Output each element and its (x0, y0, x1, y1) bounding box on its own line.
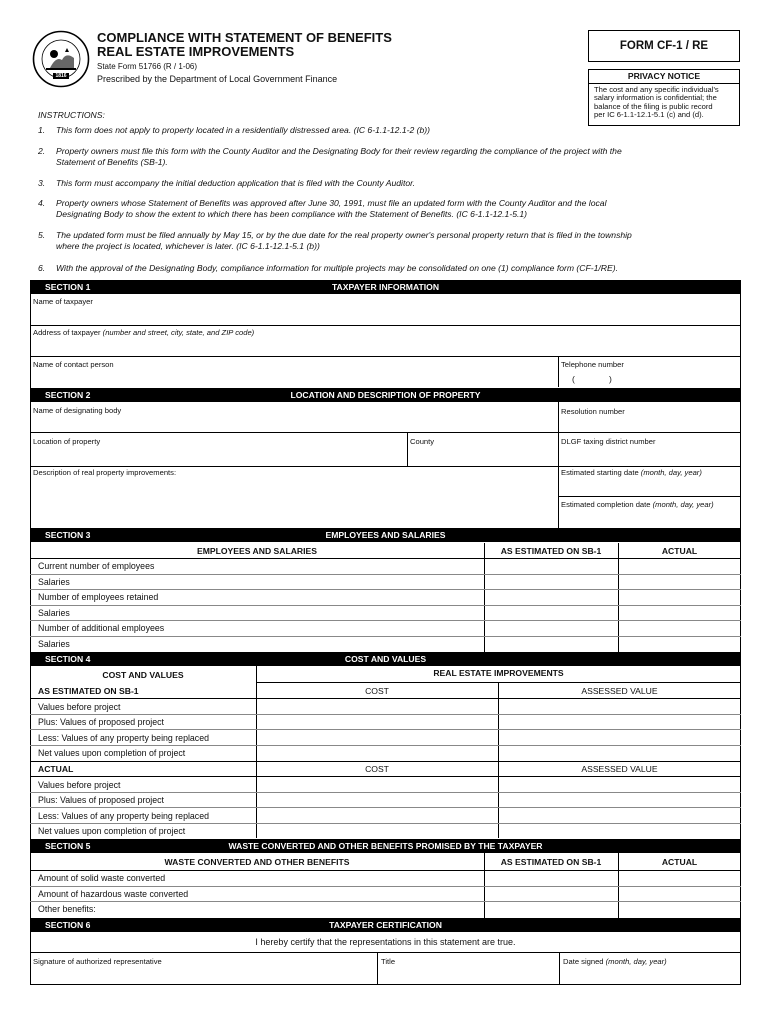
waste-estimated-col-header: AS ESTIMATED ON SB-1 (500, 857, 602, 867)
name-of-taxpayer-field[interactable] (31, 296, 740, 325)
employees-row-label: Salaries (38, 608, 70, 618)
start-date-hint: (month, day, year) (640, 468, 702, 477)
address-hint: (number and street, city, state, and ZIP code) (102, 328, 255, 337)
employees-col-header: EMPLOYEES AND SALARIES (196, 546, 317, 556)
section-4-bar (30, 652, 741, 666)
section-label: SECTION 4 (45, 654, 91, 664)
section-2-bar (30, 388, 741, 402)
instruction-text-cont: Designating Body to show the extent to which there has been compliance with the Statement of Benefits. (IC 6-1.1-12.1-5.1) (56, 208, 528, 219)
county-label: County (410, 437, 435, 446)
privacy-notice-box (588, 69, 740, 126)
start-date-text: Estimated starting date (561, 468, 639, 477)
actual-row-label: Less: Values of any property being replaced (38, 811, 209, 821)
privacy-line-2: salary information is confidential; the (594, 93, 717, 103)
instruction-item (38, 230, 758, 254)
description-field[interactable] (31, 467, 558, 527)
contact-person-field[interactable] (31, 357, 558, 386)
section-title: TAXPAYER INFORMATION (331, 282, 440, 292)
completion-date-text: Estimated completion date (561, 500, 651, 509)
instruction-text: The updated form must be filed annually by May 15, or by the due date for the real property owner's personal property return that is filed in the township (56, 230, 632, 240)
privacy-notice-title: PRIVACY NOTICE (589, 70, 739, 84)
address-label-text: Address of taxpayer (33, 328, 101, 337)
section-3-bar (30, 528, 741, 542)
description-label: Description of real property improvements: (33, 468, 177, 477)
title-label: Title (381, 957, 396, 966)
section-label: SECTION 5 (45, 841, 91, 851)
signature-label: Signature of authorized representative (33, 957, 162, 966)
waste-row-label: Amount of solid waste converted (38, 873, 166, 883)
section-label: SECTION 1 (45, 282, 91, 292)
instruction-item (38, 146, 758, 170)
section-title: COST AND VALUES (344, 654, 427, 664)
completion-date-field[interactable] (559, 497, 740, 527)
telephone-field[interactable] (559, 357, 740, 386)
cost-values-col-header: COST AND VALUES (102, 670, 184, 680)
instruction-item (38, 125, 758, 137)
section-title: TAXPAYER CERTIFICATION (329, 920, 442, 930)
name-of-taxpayer-label: Name of taxpayer (33, 297, 93, 306)
instruction-number: 4. (38, 198, 46, 208)
instruction-text: This form does not apply to property located in a residentially distressed area. (IC 6-1.1-12.1-2 (b)) (56, 125, 431, 135)
section-title: WASTE CONVERTED AND OTHER BENEFITS PROMISED BY THE TAXPAYER (228, 841, 543, 851)
certification-statement: I hereby certify that the representations in this statement are true. (255, 937, 516, 947)
form-title-line2: REAL ESTATE IMPROVEMENTS (97, 44, 295, 59)
employees-row-label: Salaries (38, 639, 70, 649)
dlgf-district-field[interactable] (559, 433, 740, 465)
instruction-text: With the approval of the Designating Body, compliance information for multiple projects may be consolidated on one (1) compliance form (CF-1/RE). (56, 263, 618, 273)
estimated-row-label: Plus: Values of proposed project (38, 717, 164, 727)
assessed-value-header-actual: ASSESSED VALUE (581, 764, 658, 774)
privacy-line-4: per IC 6-1.1-12.1-5.1 (c) and (d). (594, 110, 704, 120)
estimated-row-label: Less: Values of any property being replaced (38, 733, 209, 743)
county-field[interactable] (408, 433, 558, 465)
form-id: FORM CF-1 / RE (619, 40, 709, 52)
section-label: SECTION 2 (45, 390, 91, 400)
form-title-line1: COMPLIANCE WITH STATEMENT OF BENEFITS (97, 30, 392, 45)
dlgf-district-label: DLGF taxing district number (561, 437, 656, 446)
contact-person-label: Name of contact person (33, 360, 114, 369)
telephone-label: Telephone number (561, 360, 624, 369)
waste-actual-col-header: ACTUAL (661, 857, 698, 867)
privacy-line-3: balance of the filing is public record (594, 101, 713, 111)
actual-row-label: Net values upon completion of project (38, 826, 186, 836)
section-label: SECTION 3 (45, 530, 91, 540)
employees-row-label: Number of additional employees (38, 623, 165, 633)
section-5-bar (30, 839, 741, 853)
start-date-field[interactable] (559, 467, 740, 495)
seal-year: 1816 (55, 73, 67, 79)
instruction-item (38, 178, 758, 190)
actual-row-label: Plus: Values of proposed project (38, 795, 164, 805)
actual-col-header: ACTUAL (661, 546, 698, 556)
instruction-number: 2. (38, 146, 46, 156)
location-of-property-field[interactable] (31, 433, 407, 465)
section-label: SECTION 6 (45, 920, 91, 930)
instruction-number: 5. (38, 230, 46, 240)
section-1-bar (30, 280, 741, 294)
assessed-value-header: ASSESSED VALUE (581, 686, 658, 696)
estimated-label: AS ESTIMATED ON SB-1 (38, 686, 139, 696)
state-form-number: State Form 51766 (R / 1-06) (97, 62, 198, 71)
instruction-number: 6. (38, 263, 46, 273)
telephone-open-paren: ( (572, 374, 575, 384)
privacy-line-1: The cost and any specific individual's (594, 85, 719, 94)
actual-label: ACTUAL (38, 764, 74, 774)
instruction-item (38, 198, 758, 222)
employees-row-label: Number of employees retained (38, 592, 159, 602)
estimated-row-label: Net values upon completion of project (38, 748, 186, 758)
signature-field[interactable] (31, 953, 377, 984)
cost-header-actual: COST (365, 764, 389, 774)
date-signed-hint: (month, day, year) (605, 957, 667, 966)
section-title: EMPLOYEES AND SALARIES (325, 530, 446, 540)
telephone-close-paren: ) (609, 374, 612, 384)
date-signed-text: Date signed (563, 957, 604, 966)
real-estate-improvements-header: REAL ESTATE IMPROVEMENTS (433, 668, 564, 678)
estimated-row-label: Values before project (38, 702, 121, 712)
resolution-number-field[interactable] (559, 403, 740, 431)
instruction-text: Property owners must file this form with the County Auditor and the Designating Body for their review regarding the compliance of the project with the (56, 146, 622, 156)
form-id-box (588, 30, 740, 62)
completion-date-hint: (month, day, year) (652, 500, 714, 509)
location-of-property-label: Location of property (33, 437, 101, 446)
waste-row-label: Amount of hazardous waste converted (38, 889, 189, 899)
instruction-text: Property owners whose Statement of Benefits was approved after June 30, 1991, must file an updated form with the County Auditor and the local (56, 198, 607, 208)
section-6-bar (30, 918, 741, 932)
instruction-text-cont: Statement of Benefits (SB-1). (56, 156, 168, 167)
waste-col-header: WASTE CONVERTED AND OTHER BENEFITS (164, 857, 350, 867)
prescribed-by: Prescribed by the Department of Local Government Finance (97, 74, 338, 84)
address-field[interactable] (31, 326, 740, 355)
estimated-col-header: AS ESTIMATED ON SB-1 (500, 546, 602, 556)
date-signed-field[interactable] (560, 953, 740, 984)
instruction-item (38, 263, 758, 275)
designating-body-field[interactable] (31, 403, 558, 431)
state-seal-icon (32, 30, 90, 88)
resolution-number-label: Resolution number (561, 407, 625, 416)
cost-header: COST (365, 686, 389, 696)
employees-row-label: Salaries (38, 577, 70, 587)
instruction-text: This form must accompany the initial deduction application that is filed with the County Auditor. (56, 178, 416, 188)
instructions-heading: INSTRUCTIONS: (38, 110, 105, 120)
instruction-number: 1. (38, 125, 46, 135)
employees-row-label: Current number of employees (38, 561, 155, 571)
section-title: LOCATION AND DESCRIPTION OF PROPERTY (290, 390, 481, 400)
actual-row-label: Values before project (38, 780, 121, 790)
instruction-number: 3. (38, 178, 46, 188)
waste-row-label: Other benefits: (38, 904, 96, 914)
instruction-text-cont: where the project is located, whichever is later. (IC 6-1.1-12.1-5.1 (b)) (56, 240, 320, 251)
designating-body-label: Name of designating body (33, 406, 122, 415)
title-field[interactable] (378, 953, 559, 984)
